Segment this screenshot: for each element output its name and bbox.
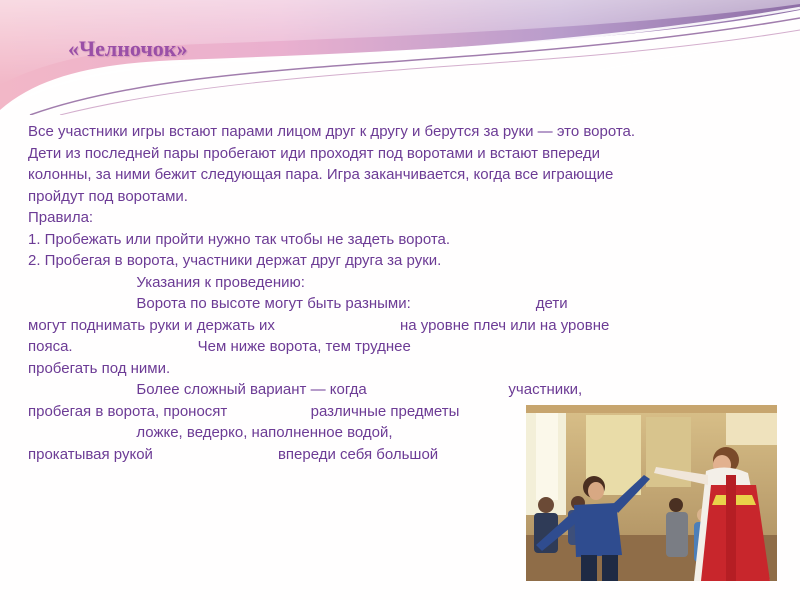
body-line: пробегать под ними. xyxy=(28,359,171,377)
body-line: пояса. Чем ниже ворота, тем труднее xyxy=(28,338,411,355)
body-line: Ворота по высоте могут быть разными: дети xyxy=(28,295,568,312)
body-line: могут поднимать руки и держать их на уровне плеч или на уровне xyxy=(28,316,610,334)
body-line: Все участники игры встают парами лицом друг к другу и берутся за руки — это ворота. xyxy=(28,123,636,140)
body-line: Правила: xyxy=(28,209,94,226)
body-line: колонны, за ними бежит следующая пара. Игра заканчивается, когда все играющие xyxy=(28,166,614,183)
body-line: прокатывая рукой впереди себя большой xyxy=(28,445,439,463)
slide-title: «Челночок» xyxy=(68,36,188,61)
body-line: пробегая в ворота, проносят различные предметы xyxy=(28,402,460,420)
body-line: 1. Пробежать или пройти нужно так чтобы не задеть ворота. xyxy=(28,230,451,248)
body-line: 2. Пробегая в ворота, участники держат друг друга за руки. xyxy=(28,252,442,269)
body-line: Более сложный вариант — когда участники, xyxy=(28,381,583,398)
children-playing-game-photo xyxy=(526,405,777,581)
body-line: ложке, ведерко, наполненное водой, xyxy=(28,424,393,441)
body-line: Дети из последней пары пробегают иди проходят под воротами и встают впереди xyxy=(28,144,601,162)
body-line: пройдут под воротами. xyxy=(28,187,188,205)
body-line: Указания к проведению: xyxy=(28,273,305,291)
